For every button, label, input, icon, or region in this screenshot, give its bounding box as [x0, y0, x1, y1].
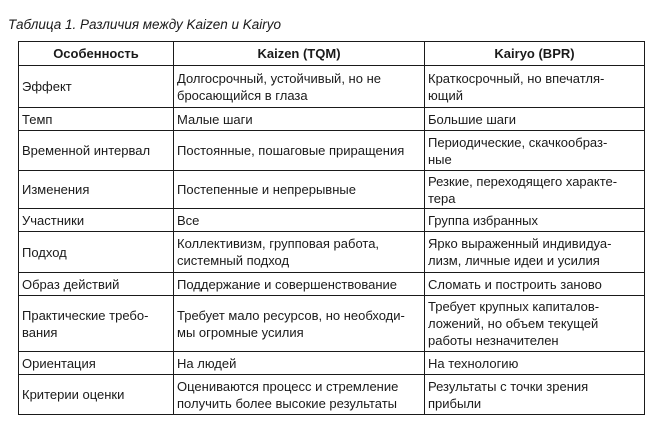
cell-kaizen: Оцениваются процесс и стремление получить более высокие результаты: [174, 375, 425, 415]
cell-kaizen: Коллективизм, групповая работа, системный подход: [174, 232, 425, 273]
cell-feature: Критерии оценки: [19, 375, 174, 415]
table-row: [19, 171, 645, 209]
cell-kaizen: Малые шаги: [174, 108, 425, 131]
cell-kaizen: На людей: [174, 352, 425, 375]
table-row: [19, 209, 645, 232]
header-feature: Особенность: [19, 42, 174, 66]
cell-kairyo: Краткосрочный, но впечатля- ющий: [425, 66, 645, 108]
table-row: [19, 232, 645, 273]
cell-kaizen: Требует мало ресурсов, но необходи- мы огромные усилия: [174, 296, 425, 352]
cell-kaizen: Все: [174, 209, 425, 232]
header-kairyo: Kairyo (BPR): [425, 42, 645, 66]
cell-feature: Изменения: [19, 171, 174, 209]
cell-kairyo: Сломать и построить заново: [425, 273, 645, 296]
cell-feature: Практические требо- вания: [19, 296, 174, 352]
cell-kairyo: На технологию: [425, 352, 645, 375]
table-header-row: [19, 42, 645, 66]
cell-feature: Временной интервал: [19, 131, 174, 171]
table-row: [19, 296, 645, 352]
cell-feature: Ориентация: [19, 352, 174, 375]
header-kaizen: Kaizen (TQM): [174, 42, 425, 66]
cell-feature: Участники: [19, 209, 174, 232]
table-row: [19, 352, 645, 375]
table-row: [19, 66, 645, 108]
cell-feature: Образ действий: [19, 273, 174, 296]
comparison-table: [18, 41, 645, 415]
cell-kaizen: Долгосрочный, устойчивый, но не бросающийся в глаза: [174, 66, 425, 108]
cell-feature: Темп: [19, 108, 174, 131]
table-row: [19, 273, 645, 296]
cell-kairyo: Результаты с точки зрения прибыли: [425, 375, 645, 415]
cell-kairyo: Группа избранных: [425, 209, 645, 232]
table-caption: Таблица 1. Различия между Kaizen и Kairyo: [8, 17, 282, 32]
cell-kaizen: Постепенные и непрерывные: [174, 171, 425, 209]
cell-kairyo: Резкие, переходящего характе- тера: [425, 171, 645, 209]
table-row: [19, 375, 645, 415]
cell-kaizen: Поддержание и совершенствование: [174, 273, 425, 296]
cell-kairyo: Большие шаги: [425, 108, 645, 131]
cell-kairyo: Периодические, скачкообраз- ные: [425, 131, 645, 171]
cell-kairyo: Требует крупных капиталов- ложений, но объем текущей работы незначителен: [425, 296, 645, 352]
cell-feature: Подход: [19, 232, 174, 273]
table-row: [19, 108, 645, 131]
cell-feature: Эффект: [19, 66, 174, 108]
cell-kaizen: Постоянные, пошаговые приращения: [174, 131, 425, 171]
cell-kairyo: Ярко выраженный индивидуа- лизм, личные идеи и усилия: [425, 232, 645, 273]
table-row: [19, 131, 645, 171]
